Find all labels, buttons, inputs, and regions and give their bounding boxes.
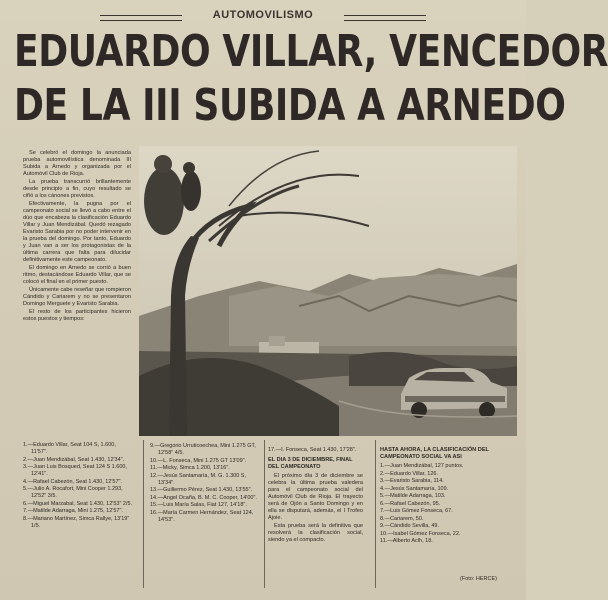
intro-column [23, 150, 131, 324]
standings-entry: 5.—Matilde Adarraga, 103. [380, 493, 446, 499]
result-entry: 12.—Jesús Santamaría, M. G. 1.300 S, 13'34". [150, 472, 246, 486]
result-entry: 17.—I. Fonseca, Seat 1.430, 17'28". [268, 447, 357, 453]
standings-entry: 6.—Rafael Cabezón, 95. [380, 500, 441, 507]
headline-line-2: DE LA III SUBIDA A ARNEDO [14, 80, 566, 131]
standings-entry: 11.—Alberto Aclh, 18. [380, 538, 433, 544]
results-list [150, 443, 260, 524]
intro-paragraph: Efectivamente, la pugna por el campeonato social se llevó a cabo entre el dúo que encabeza la clasificación Eduardo Villar y Juan Mendizábal. Quedó rezagado Evaristo Sarabia por no poder intervenir en la prueba del domingo. Por tanto, Eduardo y Juan van a ser los protagonistas de la última carrera que falta para dilucidar definitivamente este campeonato. [23, 201, 131, 263]
result-entry: 4.—Rafael Cabezón, Seat 1.430, 12'57". [23, 478, 123, 485]
result-entry: 16.—María Carmen Hernández, Seat 124, 14'53". [150, 509, 254, 523]
result-entry: 13.—Guillermo Pérez, Seat 1.430, 13'55". [150, 487, 253, 493]
result-entry: 11.—Micky, Simca 1.200, 13'16". [150, 465, 230, 471]
column-rule [143, 440, 144, 588]
result-entry: 6.—Miguel Marzabal, Seat 1.430, 12'53" 2/5. [23, 500, 133, 507]
result-entry: 3.—Juan Luis Bosqued, Seat 124 S 1.600, 12'41". [23, 464, 127, 477]
standings-heading: HASTA AHORA, LA CLASIFICACIÓN DEL CAMPEONATO SOCIAL VA ASI [380, 447, 489, 460]
result-entry: 10.—L. Fonseca, Mini 1.275 GT 13'09". [150, 457, 247, 464]
standings-entry: 10.—Isabel Gómez Fonseca, 22. [380, 530, 461, 537]
standings-entry: 2.—Eduardo Villar, 126. [380, 470, 438, 477]
standings-entry: 8.—Cariarem, 50. [380, 515, 424, 522]
section-rule-right [344, 15, 426, 21]
standings-entry: 1.—Juan Mendizábal, 127 puntos. [380, 463, 464, 469]
final-column [268, 447, 363, 545]
final-heading: EL DIA 3 DE DICIEMBRE, FINAL DEL CAMPEONATO [268, 457, 353, 470]
standings-entry: 3.—Evaristo Sarabia, 114. [380, 478, 444, 484]
result-entry: 7.—Matilde Adarraga, Mini 1.275, 12'57". [23, 508, 123, 514]
intro-paragraph: Únicamente cabe reseñar que rompieron Cándido y Cariarem y no se presentaron Domingo Merguete y Evaristo Sarabia. [23, 287, 131, 307]
standings-entry: 9.—Cándido Sevilla, 49. [380, 523, 440, 529]
standings-column [380, 447, 500, 546]
photo-credit: (Foto: HERCE) [460, 576, 497, 582]
final-paragraph: El próximo día 3 de diciembre se celebra la última prueba valedera para el campeonato social del Automóvil Club de Rioja. El trayecto será de Ojón a Santo Domingo y en ella se disputará, además, el I Trofeo Ajoie. [268, 473, 363, 521]
section-title: AUTOMOVILISMO [212, 9, 314, 21]
intro-paragraph: La prueba transcurrió brillantemente desde principio a fin, cuyo resultado se ciñó a los cánones previstos. [23, 179, 131, 199]
column-rule [264, 440, 265, 588]
results-list [23, 442, 133, 530]
final-paragraph: Esta prueba será la definitiva que resolverá la clasificación social, siendo ya el compacto. [268, 523, 363, 543]
intro-paragraph: El resto de los participantes hicieron estos puestos y tiempos: [23, 309, 131, 322]
intro-paragraph: El domingo en Arnedo se corrió a buen ritmo, destacándose Eduardo Villar, que se colocó el final en el primer puesto. [23, 265, 131, 285]
race-photo-image [139, 146, 517, 436]
section-rule-left [100, 15, 182, 21]
race-photo [139, 146, 517, 436]
result-entry: 9.—Gregorio Urruticoechea, Mini 1.275 GT, 12'58" 4/5. [150, 443, 256, 456]
result-entry: 5.—Julio A. Rocafort, Mini Cooper 1.293, 12'52" 3/5. [23, 486, 123, 499]
result-entry: 14.—Angel Ocaña, B. M. C. Cooper, 14'00". [150, 494, 257, 501]
result-entry: 2.—Juan Mendizábal, Seat 1.430, 12'34". [23, 456, 125, 463]
intro-paragraph: Se celebró el domingo la anunciada prueba automovilística denominada III Subida a Arnedo y organizada por el Automóvil Club de Rioja. [23, 150, 131, 177]
column-rule [375, 440, 376, 588]
result-entry: 15.—Luis María Salas, Fiat 127, 14'18". [150, 502, 247, 508]
headline-line-1: EDUARDO VILLAR, VENCEDOR [14, 26, 608, 77]
section-label [0, 9, 526, 21]
result-entry: 1.—Eduardo Villar, Seat 104 S, 1.600, 11'57". [23, 442, 116, 455]
standings-entry: 4.—Jesús Santamaría, 109. [380, 485, 449, 492]
result-entry: 8.—Mariano Martínez, Simca Rallye, 13'19" 1/5. [23, 515, 130, 529]
standings-entry: 7.—Luis Gómez Fonseca, 67. [380, 508, 453, 514]
